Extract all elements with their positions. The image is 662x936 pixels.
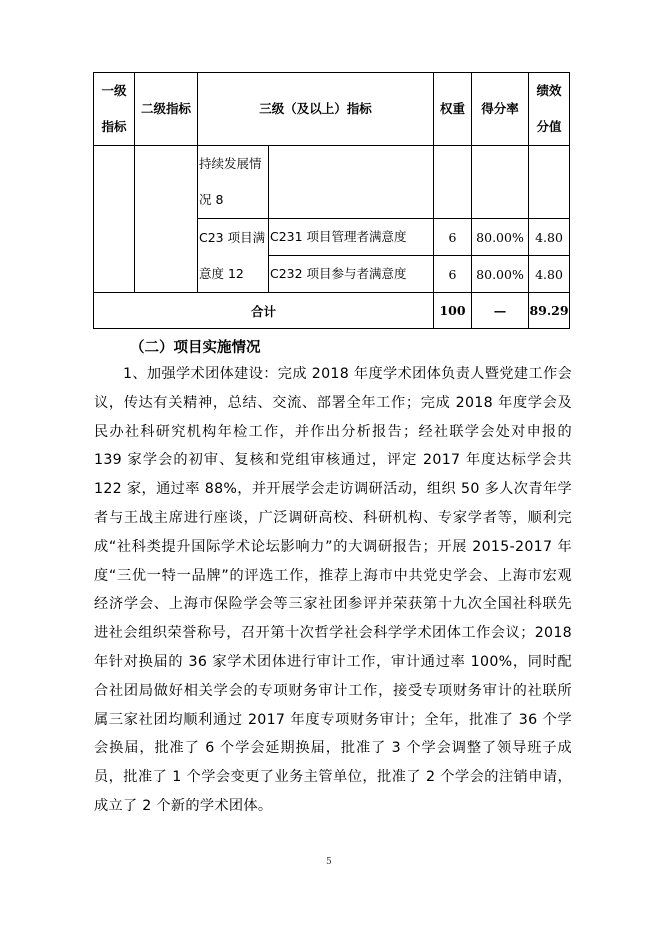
level3a-line1: C23 项目满 xyxy=(199,229,266,245)
weight-cell xyxy=(434,146,472,219)
header-level1-line1: 一级 xyxy=(101,83,127,98)
header-level1-line2: 指标 xyxy=(101,119,127,134)
level2-cell xyxy=(135,146,198,293)
performance-table xyxy=(93,72,570,329)
score-cell xyxy=(529,146,570,219)
score-rate-cell: 80.00% xyxy=(472,256,529,293)
header-level1 xyxy=(94,73,135,146)
section-title: （二）项目实施情况 xyxy=(130,340,261,356)
header-perf-line2: 分值 xyxy=(536,119,562,134)
page-number: 5 xyxy=(326,857,332,867)
table-total-row xyxy=(94,293,570,329)
total-score: 89.29 xyxy=(529,293,570,329)
weight-cell: 6 xyxy=(434,219,472,256)
header-perf-line1: 绩效 xyxy=(536,83,562,98)
level3b-cell: C232 项目参与者满意度 xyxy=(269,256,434,293)
header-performance-score xyxy=(529,73,570,146)
level3a-cell xyxy=(198,146,269,219)
header-level3: 三级（及以上）指标 xyxy=(198,73,434,146)
table-row xyxy=(94,146,570,219)
header-weight: 权重 xyxy=(434,73,472,146)
header-level2: 二级指标 xyxy=(135,73,198,146)
total-weight: 100 xyxy=(434,293,472,329)
header-score-rate: 得分率 xyxy=(472,73,529,146)
score-rate-cell xyxy=(472,146,529,219)
total-label: 合计 xyxy=(94,293,434,329)
level3b-cell xyxy=(269,146,434,219)
table-header-row xyxy=(94,73,570,146)
body-paragraph: 1、加强学术团体建设：完成 2018 年度学术团体负责人暨党建工作会议，传达有关精神，总结、交流、部署全年工作；完成 2018 年度学会及民办社科研究机构年检工作，并作出分析报告；经社联学会处对申报的 139 家学会的初审、复核和党组审核通过，评定 2017 年度达标学会共 122 家，通过率 88%，并开展学会走访调研活动，组织 50 多人次青年学者与王战主席进行座谈，广泛调研高校、科研机构、专家学者等，顺利完成“社科类提升国际学术论坛影响力”的大调研报告；开展 2015-2017 年度“三优一特一品牌”的评选工作，推荐上海市中共党史学会、上海市宏观经济学会、上海市保险学会等三家社团参评并荣获第十九次全国社科联先进社会组织荣誉称号，召开第十次哲学社会科学学术团体工作会议；2018 年针对换届的 36 家学术团体进行审计工作，审计通过率 100%，同时配合社团局做好相关学会的专项财务审计工作，接受专项财务审计的社联所属三家社团均顺利通过 2017 年度专项财务审计；全年，批准了 36 个学会换届，批准了 6 个学会延期换届，批准了 3 个学会调整了领导班子成员，批准了 1 个学会变更了业务主管单位，批准了 2 个学会的注销申请，成立了 2 个新的学术团体。 xyxy=(94,366,572,814)
level1-cell xyxy=(94,146,135,293)
score-cell: 4.80 xyxy=(529,256,570,293)
level3a-line1: 持续发展情 xyxy=(199,156,262,171)
level3a-line2: 意度 12 xyxy=(199,265,244,281)
level3b-cell: C231 项目管理者满意度 xyxy=(269,219,434,256)
score-cell: 4.80 xyxy=(529,219,570,256)
weight-cell: 6 xyxy=(434,256,472,293)
score-rate-cell: 80.00% xyxy=(472,219,529,256)
level3a-line2: 况 8 xyxy=(199,192,224,207)
level3a-cell xyxy=(198,219,269,293)
total-score-rate: — xyxy=(472,293,529,329)
